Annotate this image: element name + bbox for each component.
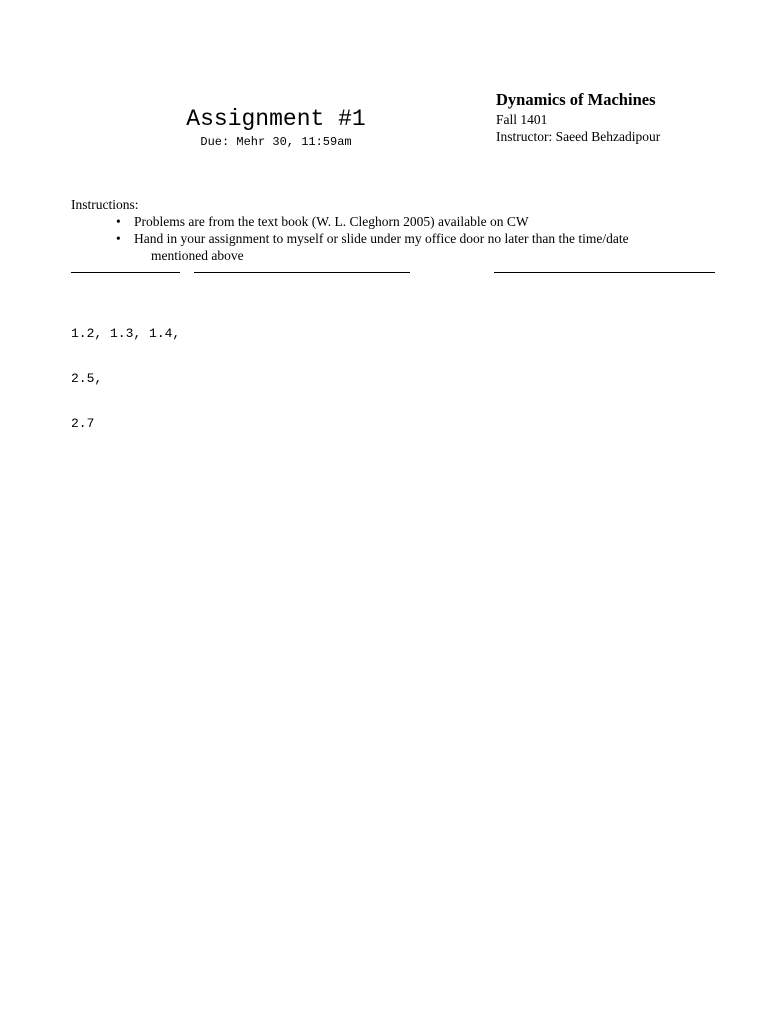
problem-line: 2.7 xyxy=(71,416,95,431)
instruction-text: Hand in your assignment to myself or slide under my office door no later than the time/date xyxy=(134,231,629,246)
course-name: Dynamics of Machines xyxy=(496,90,656,109)
problem-line: 1.2, 1.3, 1.4, xyxy=(71,326,181,341)
instructions-list xyxy=(71,213,721,264)
course-instructor: Instructor: Saeed Behzadipour xyxy=(496,129,661,144)
problem-line: 2.5, xyxy=(71,371,103,386)
instructions-heading: Instructions: xyxy=(71,197,139,212)
course-term: Fall 1401 xyxy=(496,112,548,127)
due-date: Due: Mehr 30, 11:59am xyxy=(200,135,352,149)
divider-gap xyxy=(180,271,194,274)
instruction-item xyxy=(71,213,721,230)
title-block xyxy=(150,104,402,150)
section-divider xyxy=(71,272,715,273)
instructions-section xyxy=(71,196,721,264)
instruction-item xyxy=(71,230,721,264)
instruction-text-continuation: mentioned above xyxy=(151,248,244,263)
bullet-icon: • xyxy=(116,231,121,246)
bullet-icon: • xyxy=(116,214,121,229)
divider-gap xyxy=(410,271,494,274)
instruction-text: Problems are from the text book (W. L. Cleghorn 2005) available on CW xyxy=(134,214,529,229)
assignment-title: Assignment #1 xyxy=(186,106,366,132)
problem-list xyxy=(71,296,180,446)
course-info xyxy=(496,89,736,145)
